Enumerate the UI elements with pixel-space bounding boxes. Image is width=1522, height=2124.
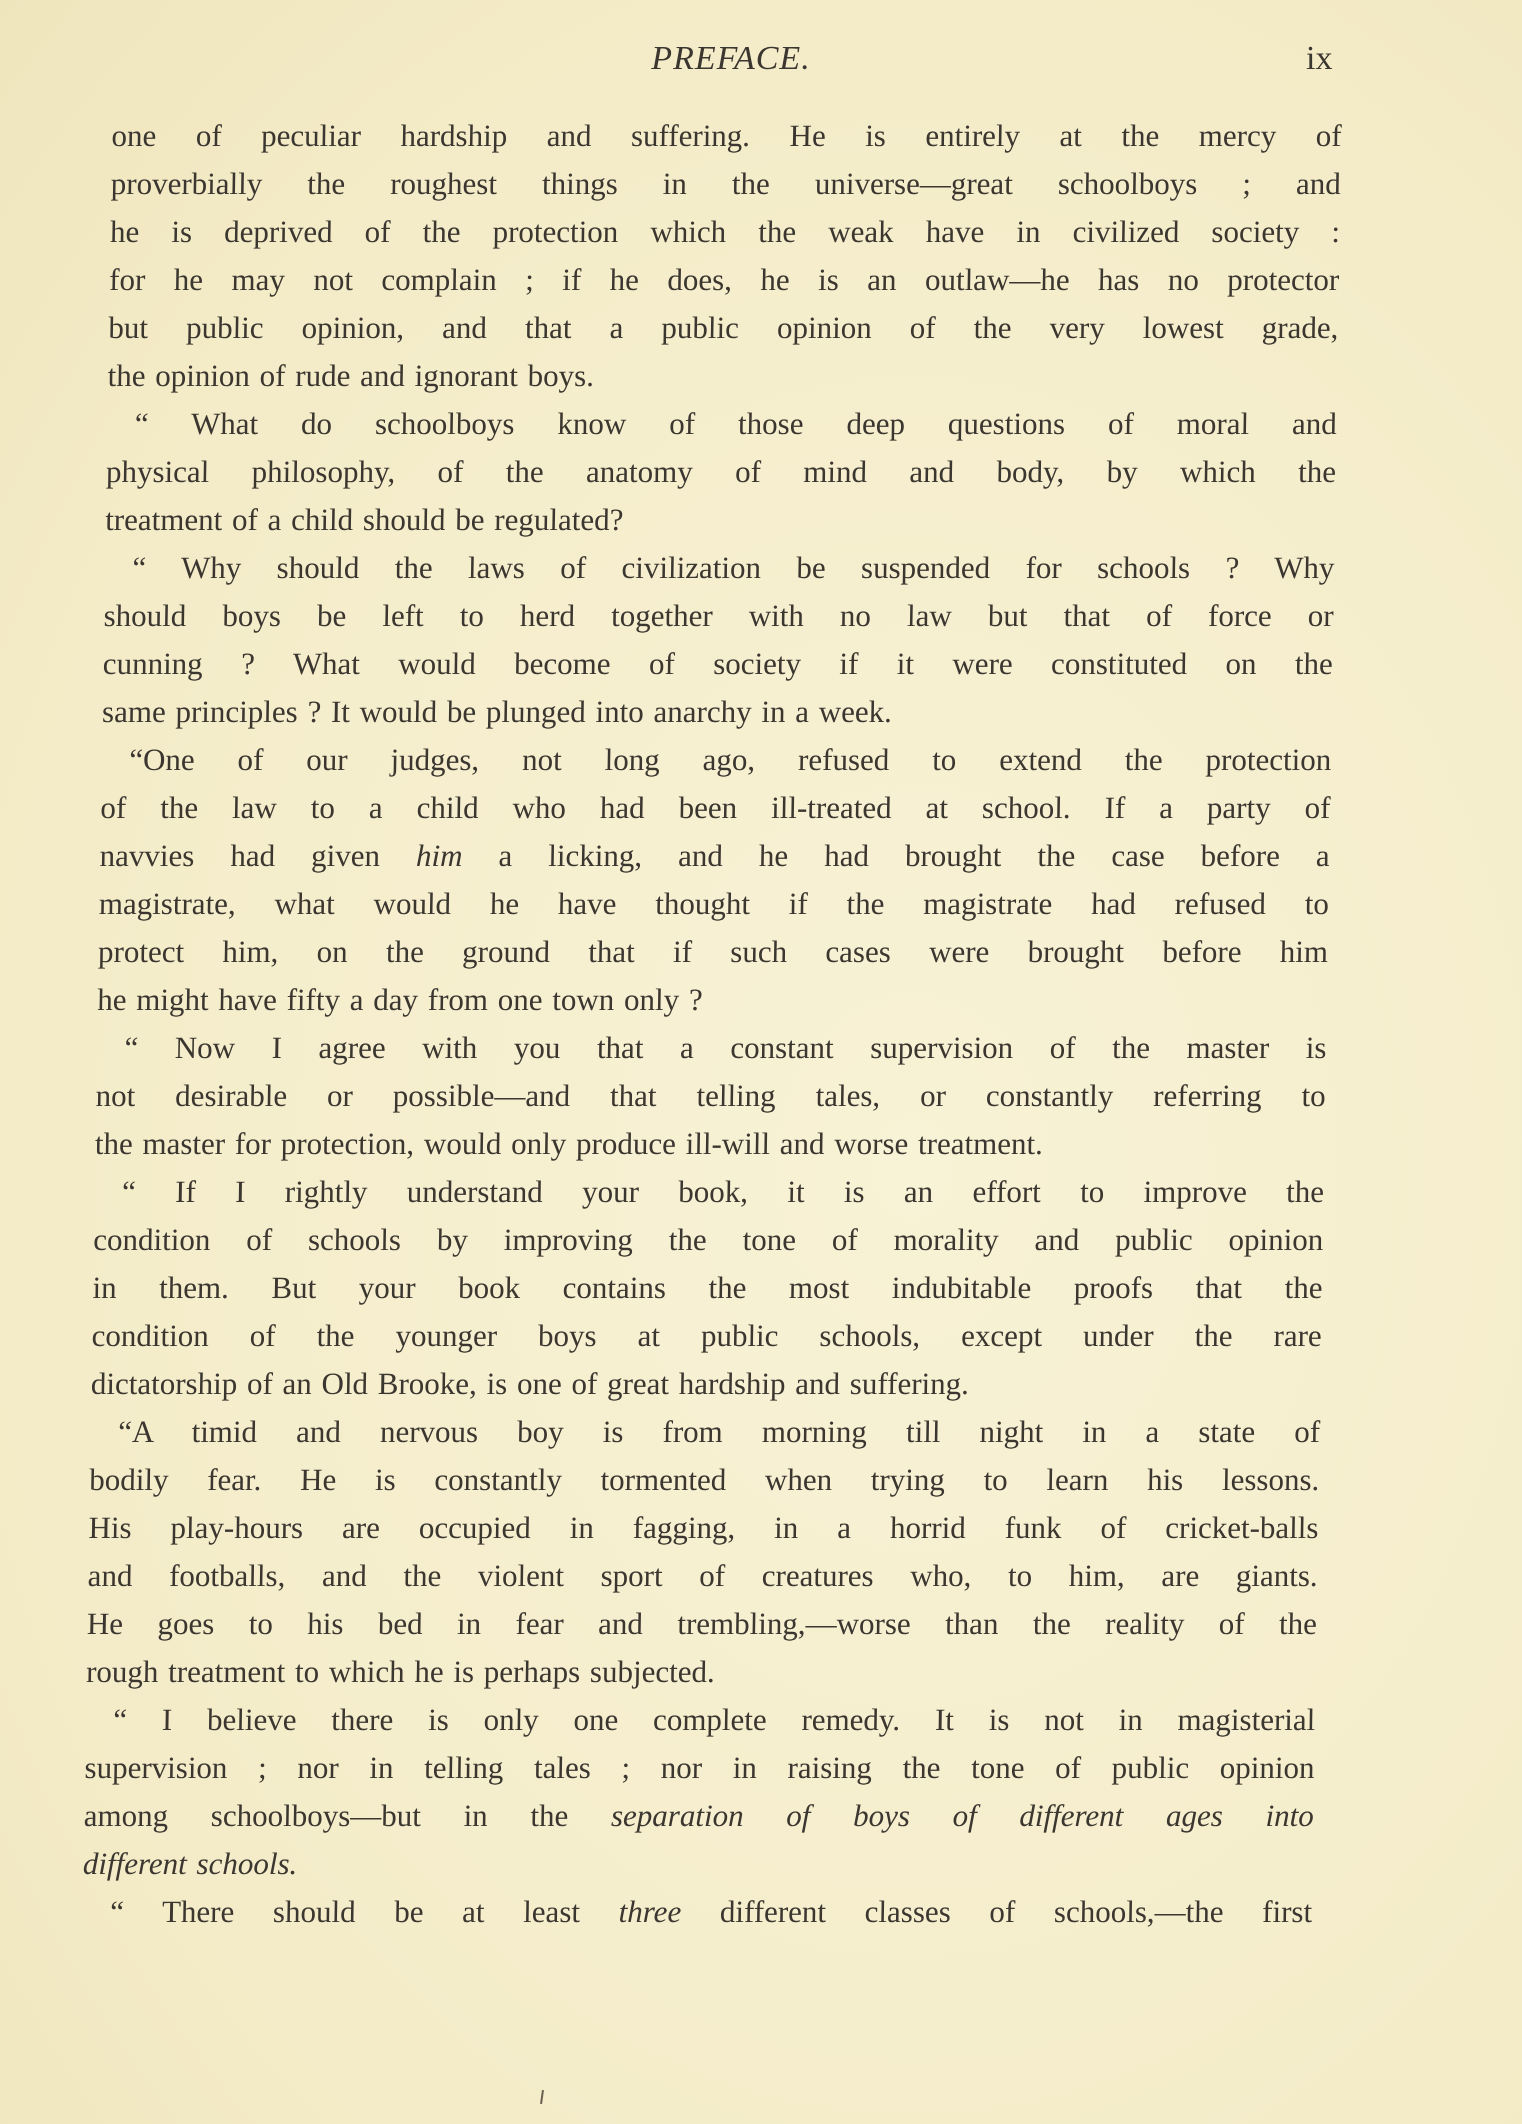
text-segment: different classes of schools,—the first: [680, 1894, 1313, 1929]
text-line: [87, 1552, 1318, 1600]
text-line: [97, 976, 1328, 1024]
paragraph: [86, 1408, 1321, 1696]
text-segment: a licking, and he had brought the case before a: [462, 838, 1330, 873]
italic-text: separation of boys of different ages into: [610, 1798, 1315, 1833]
text-segment: the opinion of rude and ignorant boys.: [107, 358, 595, 393]
text-line: [95, 1072, 1326, 1120]
text-line: [106, 400, 1337, 448]
text-segment: but public opinion, and that a public opinion of the very lowest grade,: [108, 310, 1339, 345]
text-line: [103, 592, 1334, 640]
text-segment: the master for protection, would only produce ill-will and worse treatment.: [94, 1126, 1044, 1161]
text-segment: same principles ? It would be plunged into anarchy in a week.: [101, 694, 893, 729]
text-line: [98, 880, 1329, 928]
text-segment: one of peculiar hardship and suffering. He is entirely at the mercy of: [111, 118, 1342, 153]
text-segment: he is deprived of the protection which the weak have in civilized society :: [109, 214, 1341, 249]
text-segment: magistrate, what would he have thought if the magistrate had refused to: [98, 886, 1330, 921]
paragraph: [102, 544, 1335, 736]
text-segment: condition of the younger boys at public schools, except under the rare: [91, 1318, 1323, 1353]
text-line: [110, 160, 1341, 208]
italic-text: him: [415, 838, 463, 873]
running-header-title: PREFACE.: [651, 40, 811, 77]
text-line: [91, 1312, 1322, 1360]
text-segment: and footballs, and the violent sport of creatures who, to him, are giants.: [87, 1558, 1319, 1593]
text-line: [98, 928, 1329, 976]
text-line: [90, 1408, 1321, 1456]
text-line: [89, 1456, 1320, 1504]
text-line: [100, 784, 1331, 832]
paragraph: [83, 1696, 1316, 1888]
text-segment: His play-hours are occupied in fagging, in a horrid funk of cricket-balls: [88, 1510, 1319, 1545]
paragraph: [97, 736, 1332, 1024]
text-line: [109, 256, 1340, 304]
text-segment: he might have fifty a day from one town only ?: [96, 982, 703, 1017]
text-line: [86, 1648, 1317, 1696]
text-line: [84, 1744, 1315, 1792]
text-line: [102, 640, 1333, 688]
text-line: [83, 1792, 1314, 1840]
page-number: ix: [1306, 40, 1333, 77]
text-segment: rough treatment to which he is perhaps subjected.: [85, 1654, 716, 1689]
text-segment: dictatorship of an Old Brooke, is one of great hardship and suffering.: [90, 1366, 970, 1401]
text-segment: bodily fear. He is constantly tormented when trying to learn his lessons.: [89, 1462, 1320, 1497]
text-line: [105, 496, 1336, 544]
paper-blemish: [540, 2090, 544, 2104]
paragraph: [105, 400, 1337, 544]
text-segment: navvies had given: [99, 838, 417, 873]
text-segment: physical philosophy, of the anatomy of mind and body, by which the: [105, 454, 1337, 489]
text-line: [108, 304, 1339, 352]
text-segment: He goes to his bed in fear and trembling,—worse than the reality of the: [86, 1606, 1318, 1641]
text-line: [94, 1168, 1325, 1216]
text-line: [83, 1840, 1314, 1888]
body-text: [82, 112, 1342, 1936]
text-line: [111, 112, 1342, 160]
text-segment: “One of our judges, not long ago, refused to extend the protection: [128, 742, 1332, 777]
text-segment: treatment of a child should be regulated?: [104, 502, 624, 537]
text-segment: “ Why should the laws of civilization be suspended for schools ? Why: [132, 550, 1335, 585]
text-segment: should boys be left to herd together with no law but that of force or: [103, 598, 1334, 633]
text-segment: proverbially the roughest things in the universe—great schoolboys ; and: [110, 166, 1342, 201]
text-segment: of the law to a child who had been ill-treated at school. If a party of: [100, 790, 1331, 825]
text-segment: “A timid and nervous boy is from morning till night in a state of: [117, 1414, 1321, 1449]
text-line: [102, 688, 1333, 736]
text-segment: condition of schools by improving the tone of morality and public opinion: [93, 1222, 1324, 1257]
text-line: [99, 832, 1330, 880]
text-line: [107, 352, 1338, 400]
paragraph: [94, 1024, 1326, 1168]
text-segment: “ What do schoolboys know of those deep questions of moral and: [134, 406, 1338, 441]
text-line: [87, 1600, 1318, 1648]
text-segment: for he may not complain ; if he does, he is an outlaw—he has no protector: [108, 262, 1340, 297]
paragraph: [91, 1168, 1325, 1408]
text-line: [88, 1504, 1319, 1552]
text-line: [94, 1120, 1325, 1168]
paragraph: [82, 1888, 1313, 1936]
text-line: [104, 544, 1335, 592]
text-segment: “ Now I agree with you that a constant supervision of the master is: [124, 1030, 1327, 1065]
text-segment: cunning ? What would become of society if it were constituted on the: [102, 646, 1334, 681]
text-line: [106, 448, 1337, 496]
text-segment: in them. But your book contains the most indubitable proofs that the: [92, 1270, 1323, 1305]
text-segment: “ There should be at least: [109, 1894, 619, 1929]
text-line: [82, 1888, 1313, 1936]
text-segment: “ If I rightly understand your book, it is an effort to improve the: [121, 1174, 1325, 1209]
text-segment: not desirable or possible—and that telling tales, or constantly referring to: [95, 1078, 1326, 1113]
text-segment: “ I believe there is only one complete remedy. It is not in magisterial: [113, 1702, 1316, 1737]
text-line: [85, 1696, 1316, 1744]
text-line: [101, 736, 1332, 784]
paragraph: [107, 112, 1342, 400]
text-segment: supervision ; nor in telling tales ; nor in raising the tone of public opinion: [84, 1750, 1315, 1785]
text-line: [93, 1216, 1324, 1264]
italic-text: different schools.: [82, 1846, 298, 1881]
text-segment: among schoolboys—but in the: [83, 1798, 612, 1833]
text-segment: protect him, on the ground that if such cases were brought before him: [97, 934, 1329, 969]
text-line: [91, 1360, 1322, 1408]
italic-text: three: [618, 1894, 682, 1929]
text-line: [110, 208, 1341, 256]
text-line: [96, 1024, 1327, 1072]
text-line: [92, 1264, 1323, 1312]
